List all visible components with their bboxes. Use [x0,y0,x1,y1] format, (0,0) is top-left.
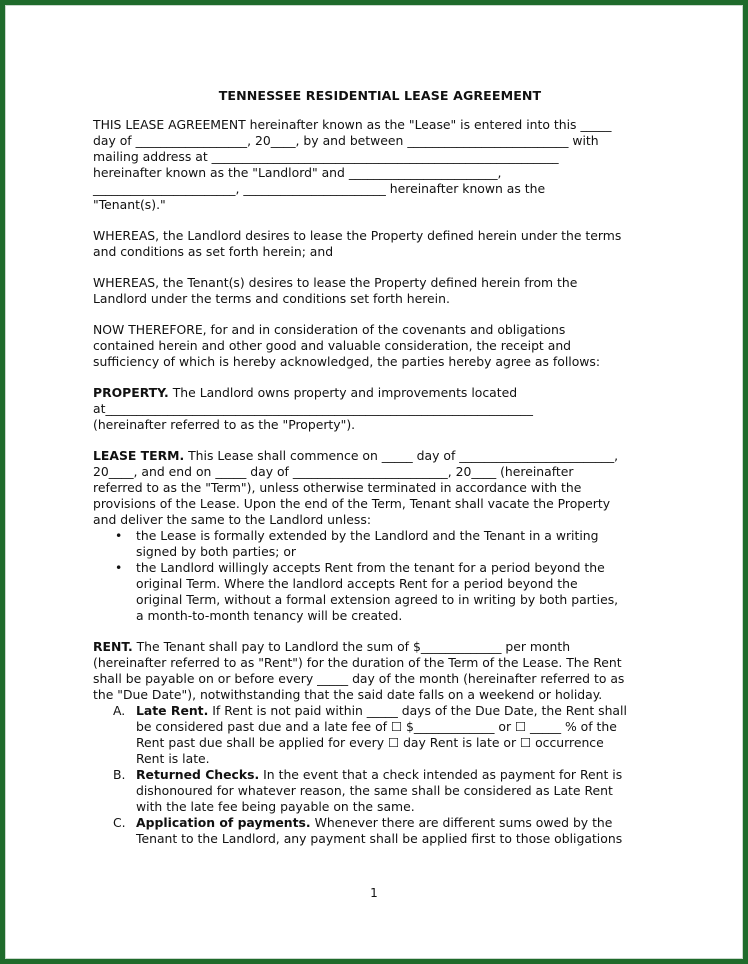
item-line: dishonoured for whatever reason, the same shall be considered as Late Rent [136,783,613,798]
intro-line: mailing address at ________________________________________________________ [93,149,559,164]
late-rent-text: If Rent is not paid within _____ days of the Due Date, the Rent shall [208,703,627,718]
bullet-line: signed by both parties; or [136,544,296,559]
item-line: be considered past due and a late fee of ☐ $_____________ or ☐ _____ % of the [136,719,617,734]
bullet-line: the Landlord willingly accepts Rent from the tenant for a period beyond the [136,560,605,575]
property-text: The Landlord owns property and improvements located [168,385,518,400]
intro-line: day of __________________, 20____, by and between __________________________ with [93,133,599,148]
rent-line: (hereinafter referred to as "Rent") for the duration of the Term of the Lease. The Rent [93,655,622,670]
intro-line: _______________________, _______________________ hereinafter known as the [93,181,546,196]
application-of-payments-text: Whenever there are different sums owed by the [310,815,613,830]
returned-checks-text: In the event that a check intended as payment for Rent is [259,767,623,782]
lease-term-section [93,448,653,624]
item-line [136,703,653,719]
item-letter: C. [113,815,126,830]
document-page [93,88,653,862]
whereas-line: and conditions as set forth herein; and [93,244,334,259]
rent-heading: RENT. [93,639,133,654]
bullet-line: original Term, without a formal extension agreed to in writing by both parties, [136,592,619,607]
item-line [136,767,653,783]
page-number: 1 [370,886,378,900]
whereas-line: WHEREAS, the Landlord desires to lease the Property defined herein under the terms [93,228,622,243]
item-line: Rent past due shall be applied for every ☐ day Rent is late or ☐ occurrence [136,735,604,750]
returned-checks-item [93,767,653,815]
application-of-payments-item [93,815,653,847]
lease-term-text: This Lease shall commence on _____ day of _________________________, [184,448,619,463]
item-line: Rent is late. [136,751,210,766]
bullet-line: original Term. Where the landlord accepts Rent for a period beyond the [136,576,578,591]
bullet-line: a month-to-month tenancy will be created. [136,608,403,623]
property-line [93,385,653,401]
late-rent-heading: Late Rent. [136,703,209,718]
now-therefore-line: sufficiency of which is hereby acknowledged, the parties hereby agree as follows: [93,354,601,369]
now-therefore-paragraph [93,322,653,370]
intro-paragraph [93,117,653,213]
document-title: TENNESSEE RESIDENTIAL LEASE AGREEMENT [218,88,542,103]
intro-line: THIS LEASE AGREEMENT hereinafter known as the "Lease" is entered into this _____ [93,117,612,132]
rent-line: the "Due Date"), notwithstanding that the said date falls on a weekend or holiday. [93,687,603,702]
lease-term-line: and deliver the same to the Landlord unless: [93,512,371,527]
intro-line: hereinafter known as the "Landlord" and ________________________, [93,165,502,180]
late-rent-item [93,703,653,767]
intro-line: "Tenant(s)." [93,197,166,212]
lease-term-line [93,448,653,464]
rent-line [93,639,653,655]
item-letter: A. [113,703,126,718]
property-section [93,385,653,433]
whereas-line: Landlord under the terms and conditions set forth herein. [93,291,450,306]
bullet-icon: • [115,560,123,575]
property-line: (hereinafter referred to as the "Property"). [93,417,356,432]
rent-line: shall be payable on or before every _____ day of the month (hereinafter referred to as [93,671,625,686]
now-therefore-line: NOW THEREFORE, for and in consideration of the covenants and obligations [93,322,566,337]
bullet-line: the Lease is formally extended by the Landlord and the Tenant in a writing [136,528,599,543]
rent-section [93,639,653,847]
bullet-icon: • [115,528,123,543]
whereas-line: WHEREAS, the Tenant(s) desires to lease the Property defined herein from the [93,275,578,290]
whereas-tenant-paragraph [93,275,653,307]
item-line [136,815,653,831]
lease-term-line: referred to as the "Term"), unless otherwise terminated in accordance with the [93,480,582,495]
item-letter: B. [113,767,126,782]
item-line: Tenant to the Landlord, any payment shall be applied first to those obligations [136,831,623,846]
lease-term-bullet [93,528,653,560]
lease-term-bullet [93,560,653,624]
property-heading: PROPERTY. [93,385,169,400]
lease-term-line: 20____, and end on _____ day of _________________________, 20____ (hereinafter [93,464,574,479]
returned-checks-heading: Returned Checks. [136,767,260,782]
whereas-landlord-paragraph [93,228,653,260]
lease-term-line: provisions of the Lease. Upon the end of the Term, Tenant shall vacate the Property [93,496,611,511]
item-line: with the late fee being payable on the same. [136,799,415,814]
property-address-line: at_____________________________________________________________________ [93,401,533,416]
application-of-payments-heading: Application of payments. [136,815,311,830]
lease-term-heading: LEASE TERM. [93,448,185,463]
now-therefore-line: contained herein and other good and valuable consideration, the receipt and [93,338,572,353]
rent-text: The Tenant shall pay to Landlord the sum of $_____________ per month [132,639,571,654]
